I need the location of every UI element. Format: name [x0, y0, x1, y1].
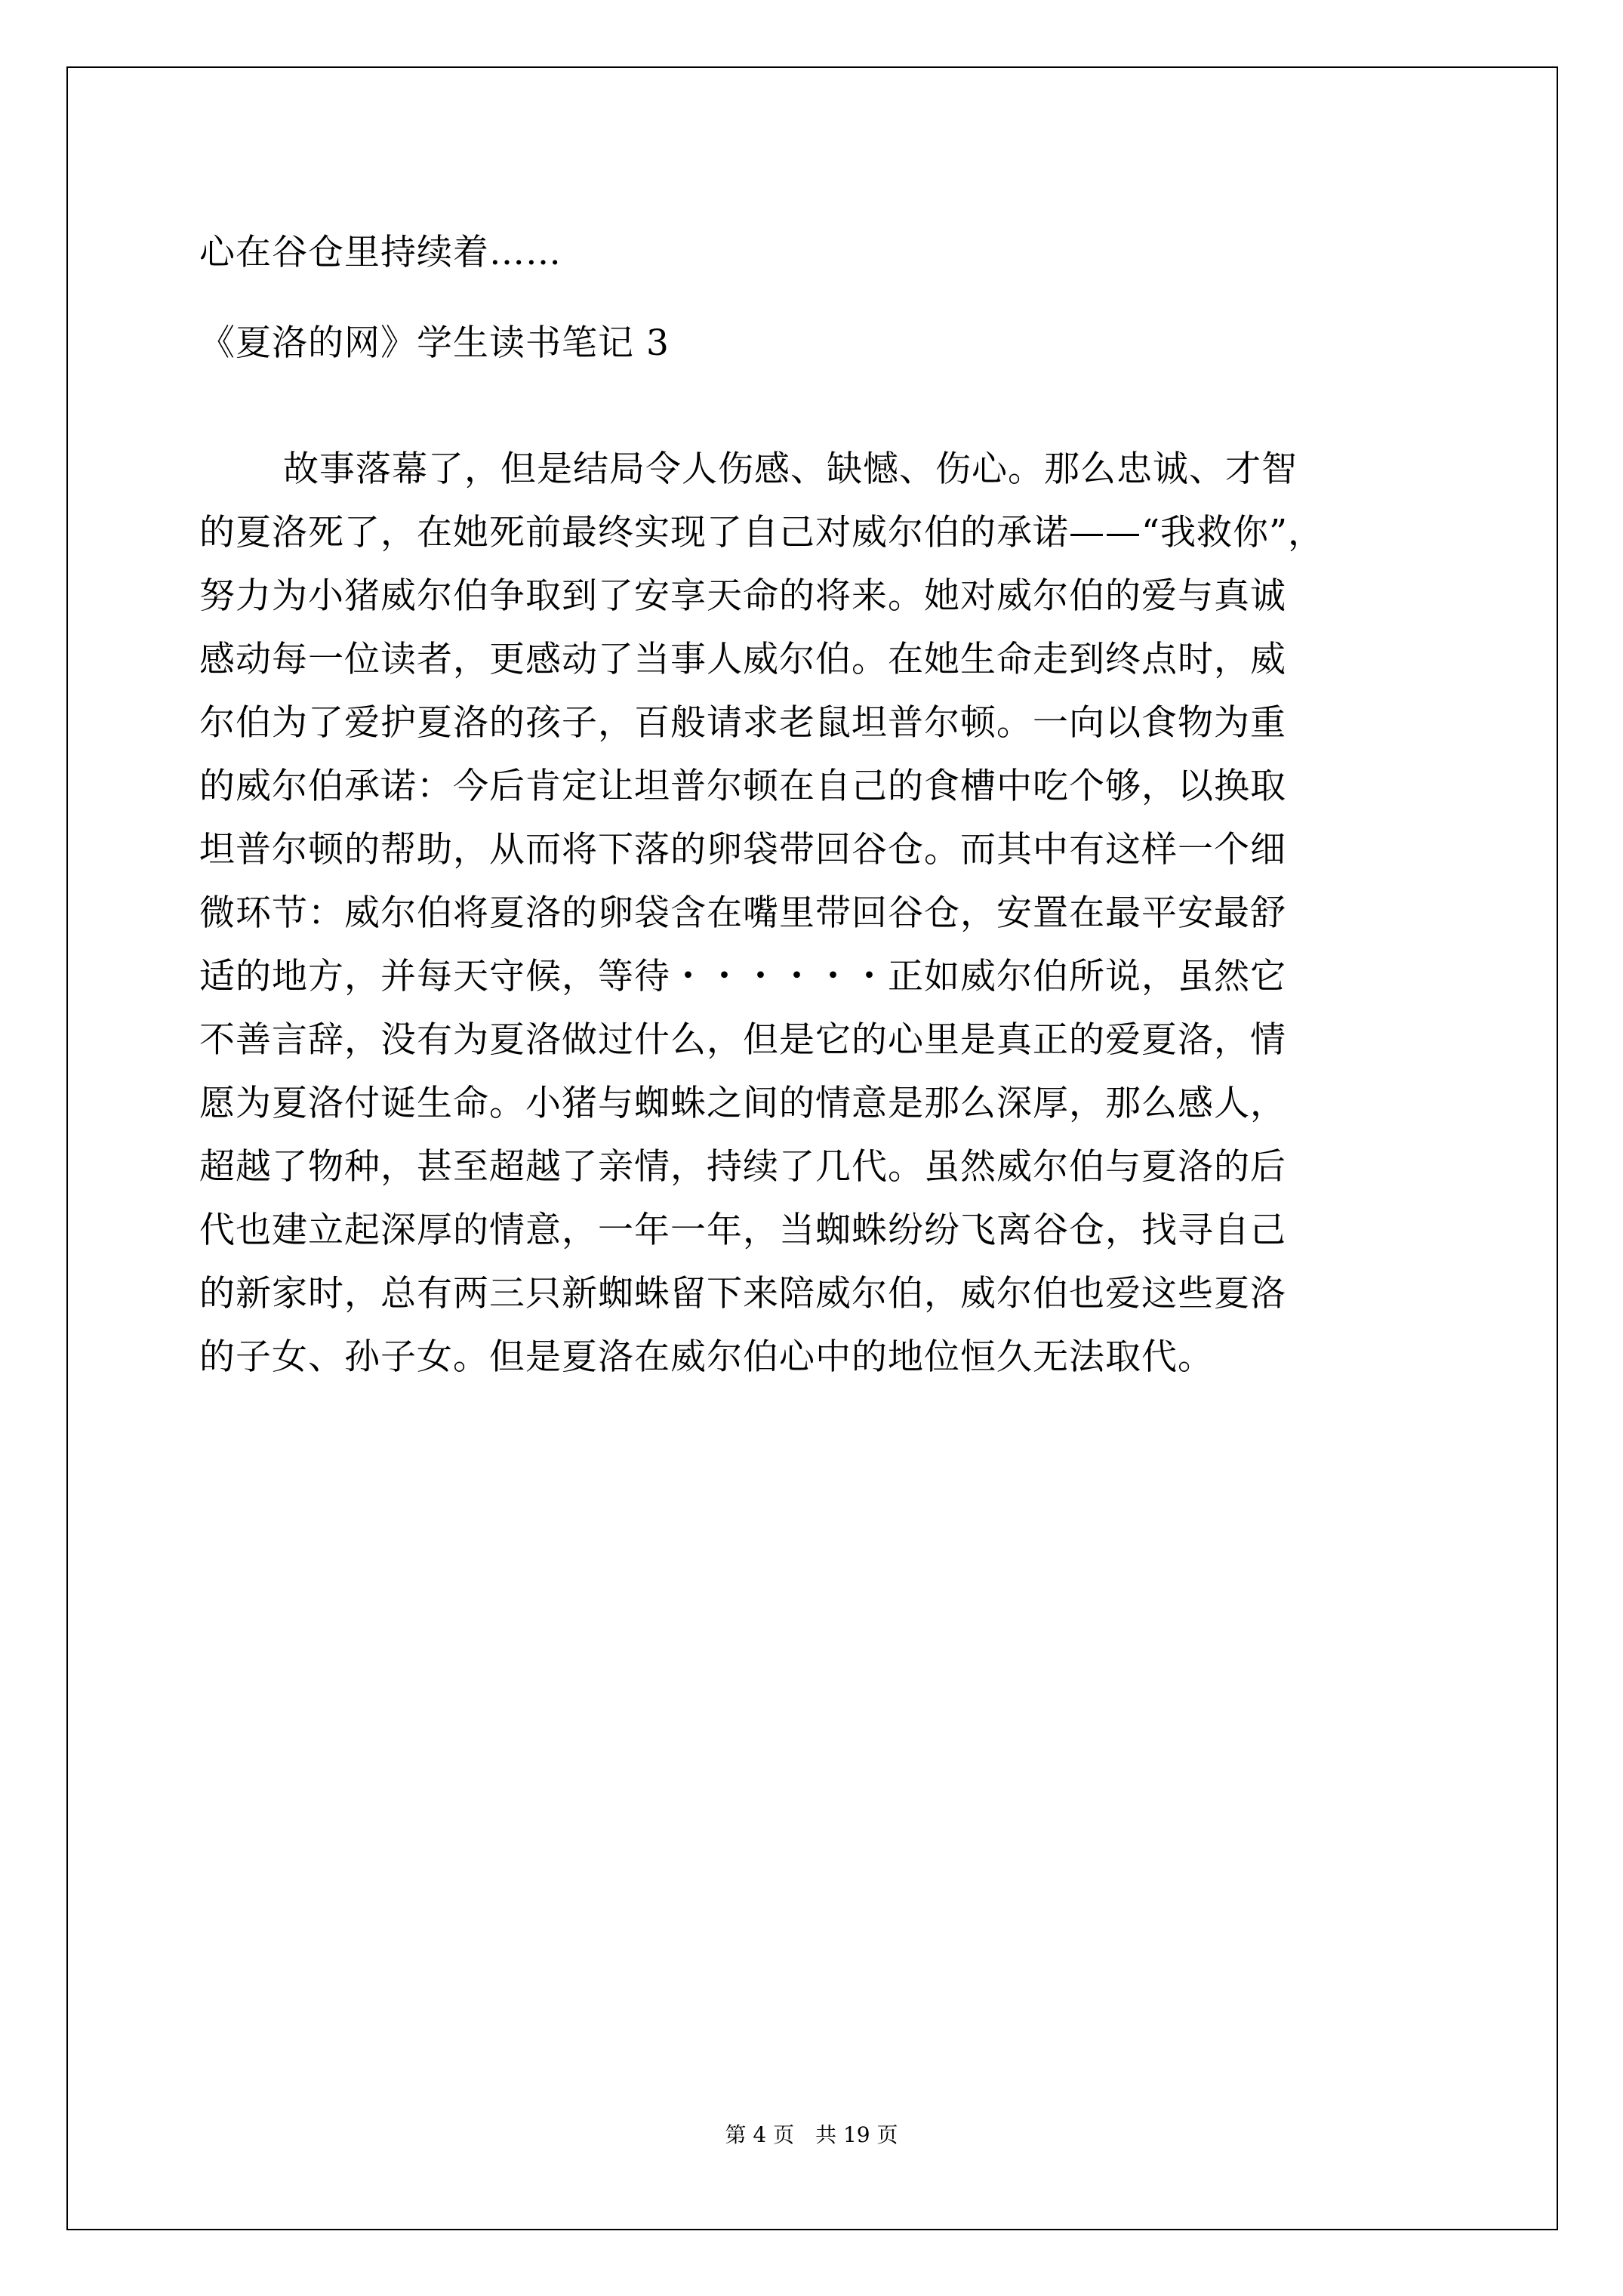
- paragraph-line: 尔伯为了爱护夏洛的孩子，百般请求老鼠坦普尔顿。一向以食物为重: [199, 702, 1286, 744]
- paragraph-line: 愿为夏洛付诞生命。小猪与蜘蛛之间的情意是那么深厚，那么感人，: [199, 1083, 1286, 1124]
- paragraph-line: 感动每一位读者，更感动了当事人威尔伯。在她生命走到终点时，威: [199, 639, 1286, 680]
- paragraph-line: 努力为小猪威尔伯争取到了安享天命的将来。她对威尔伯的爱与真诚: [199, 575, 1286, 617]
- paragraph-line: 适的地方，并每天守候，等待・・・・・・正如威尔伯所说，虽然它: [199, 956, 1286, 997]
- paragraph-line: 坦普尔顿的帮助，从而将下落的卵袋带回谷仓。而其中有这样一个细: [199, 829, 1286, 871]
- paragraph-line: 故事落幕了，但是结局令人伤感、缺憾、伤心。那么忠诚、才智: [283, 448, 1298, 490]
- continuation-line: 心在谷仓里持续着……: [199, 232, 562, 273]
- paragraph-line: 的夏洛死了，在她死前最终实现了自己对威尔伯的承诺——“我救你”，: [199, 512, 1325, 553]
- paragraph-line: 超越了物种，甚至超越了亲情，持续了几代。虽然威尔伯与夏洛的后: [199, 1146, 1286, 1188]
- section-title: 《夏洛的网》学生读书笔记 3: [199, 322, 670, 364]
- paragraph-line: 代也建立起深厚的情意，一年一年，当蜘蛛纷纷飞离谷仓，找寻自己: [199, 1210, 1286, 1251]
- page-number-footer: 第 4 页 共 19 页: [725, 2122, 898, 2147]
- paragraph-line: 不善言辞，没有为夏洛做过什么，但是它的心里是真正的爱夏洛，情: [199, 1019, 1286, 1061]
- paragraph-line: 的威尔伯承诺：今后肯定让坦普尔顿在自己的食槽中吃个够，以换取: [199, 766, 1286, 807]
- paragraph-line: 的新家时，总有两三只新蜘蛛留下来陪威尔伯，威尔伯也爱这些夏洛: [199, 1273, 1286, 1314]
- paragraph-line: 的子女、孙子女。但是夏洛在威尔伯心中的地位恒久无法取代。: [199, 1336, 1214, 1378]
- paragraph-line: 微环节：威尔伯将夏洛的卵袋含在嘴里带回谷仓，安置在最平安最舒: [199, 892, 1286, 934]
